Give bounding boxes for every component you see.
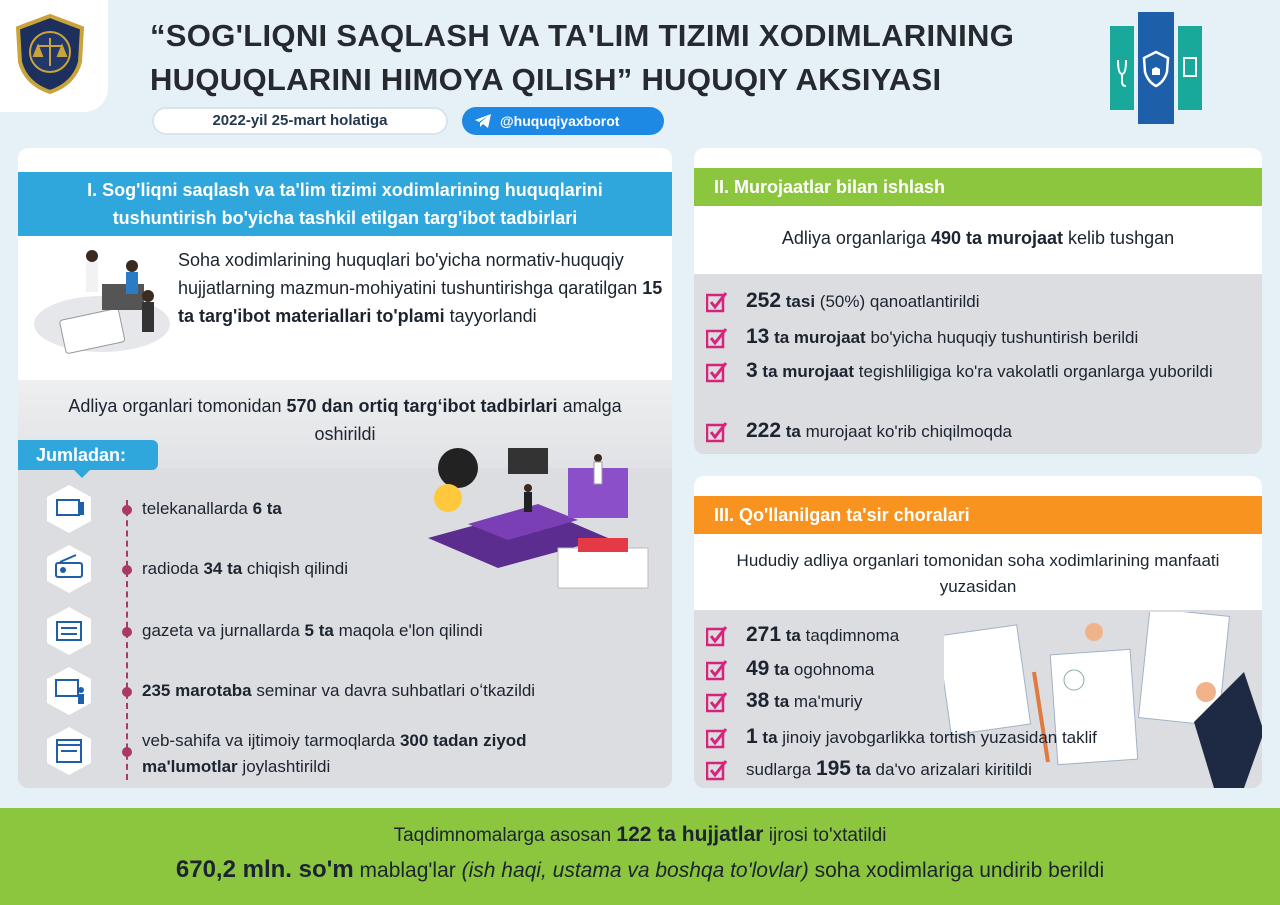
checkbox-icon xyxy=(706,727,728,749)
results-footer xyxy=(0,808,1280,905)
measures-lead: Hududiy adliya organlari tomonidan soha xodimlarining manfaati yuzasidan xyxy=(736,551,1220,596)
checkbox-icon xyxy=(706,327,728,349)
list-item: 235 marotaba seminar va davra suhbatlari oʻtkazildi xyxy=(18,666,672,716)
logo-card xyxy=(0,0,108,112)
list-item: 38 ta ma'muriy xyxy=(706,688,966,715)
telegram-link[interactable]: @huquqiyaxborot xyxy=(462,107,664,135)
list-item: 13 ta murojaat bo'yicha huquqiy tushuntirish berildi xyxy=(706,324,1256,351)
list-item: 252 tasi (50%) qanoatlantirildi xyxy=(706,288,1256,315)
list-item: 1 ta jinoiy javobgarlikka tortish yuzasidan taklif xyxy=(706,724,1186,751)
section3-heading: III. Qo'llanilgan ta'sir choralari xyxy=(694,496,1262,534)
list-item: gazeta va jurnallarda 5 ta maqola e'lon qilindi xyxy=(18,606,672,656)
tv-icon xyxy=(44,484,94,534)
section1-paragraph: Soha xodimlarining huquqlari bo'yicha normativ-huquqiy hujjatlarning mazmun-mohiyatini tushuntirishga qaratilgan 15 ta targ'ibot materiallari to'plami tayyorlandi xyxy=(178,250,663,326)
list-item: 3 ta murojaat tegishliligiga ko'ra vakolatli organlarga yuborildi xyxy=(706,358,1256,385)
list-item: veb-sahifa va ijtimoiy tarmoqlarda 300 tadan ziyod ma'lumotlar joylashtirildi xyxy=(18,726,672,776)
checkbox-icon xyxy=(706,361,728,383)
checkbox-icon xyxy=(706,759,728,781)
section-propaganda xyxy=(18,148,672,788)
list-item: 49 ta ogohnoma xyxy=(706,656,966,683)
section2-heading: II. Murojaatlar bilan ishlash xyxy=(694,168,1262,206)
checkbox-icon xyxy=(706,291,728,313)
appeals-lead: Adliya organlariga 490 ta murojaat kelib tushgan xyxy=(781,228,1175,248)
health-shield-icon xyxy=(1110,12,1202,124)
section-measures xyxy=(694,476,1262,788)
date-badge: 2022-yil 25-mart holatiga xyxy=(152,107,448,135)
footer-line2: 670,2 mln. so'm mablag'lar (ish haqi, ustama va boshqa to'lovlar) soha xodimlariga undirib berildi xyxy=(175,856,1105,883)
events-summary: Adliya organlari tomonidan 570 dan ortiq targʻibot tadbirlari amalga oshirildi xyxy=(68,396,622,444)
checkbox-icon xyxy=(706,421,728,443)
checkbox-icon xyxy=(706,691,728,713)
footer-line1: Taqdimnomalarga asosan 122 ta hujjatlar ijrosi to'xtatildi xyxy=(393,823,887,846)
checkbox-icon xyxy=(706,659,728,681)
jumladan-label: Jumladan: xyxy=(18,440,158,470)
telegram-icon xyxy=(474,113,492,129)
newspaper-icon xyxy=(44,606,94,656)
list-item: 222 ta murojaat ko'rib chiqilmoqda xyxy=(706,418,1256,445)
web-icon xyxy=(44,726,94,776)
seminar-icon xyxy=(44,666,94,716)
office-workers-illustration xyxy=(32,244,172,354)
media-illustration xyxy=(408,428,658,608)
page-title: “SOG'LIQNI SAQLASH VA TA'LIM TIZIMI XODIMLARINING HUQUQLARINI HIMOYA QILISH” HUQUQIY AKSIYASI xyxy=(150,18,1015,97)
radio-icon xyxy=(44,544,94,594)
list-item: sudlarga 195 ta da'vo arizalari kiritildi xyxy=(706,756,1186,783)
list-item: 271 ta taqdimnoma xyxy=(706,622,966,649)
section1-heading: I. Sog'liqni saqlash va ta'lim tizimi xodimlarining huquqlarini tushuntirish bo'yicha tashkil etilgan targ'ibot tadbirlari xyxy=(18,172,672,236)
checkbox-icon xyxy=(706,625,728,647)
ministry-seal-icon xyxy=(14,14,86,94)
list-item: radioda 34 ta chiqish qilindi xyxy=(18,544,672,594)
section-appeals xyxy=(694,148,1262,454)
list-item: telekanallarda 6 ta xyxy=(18,484,672,534)
